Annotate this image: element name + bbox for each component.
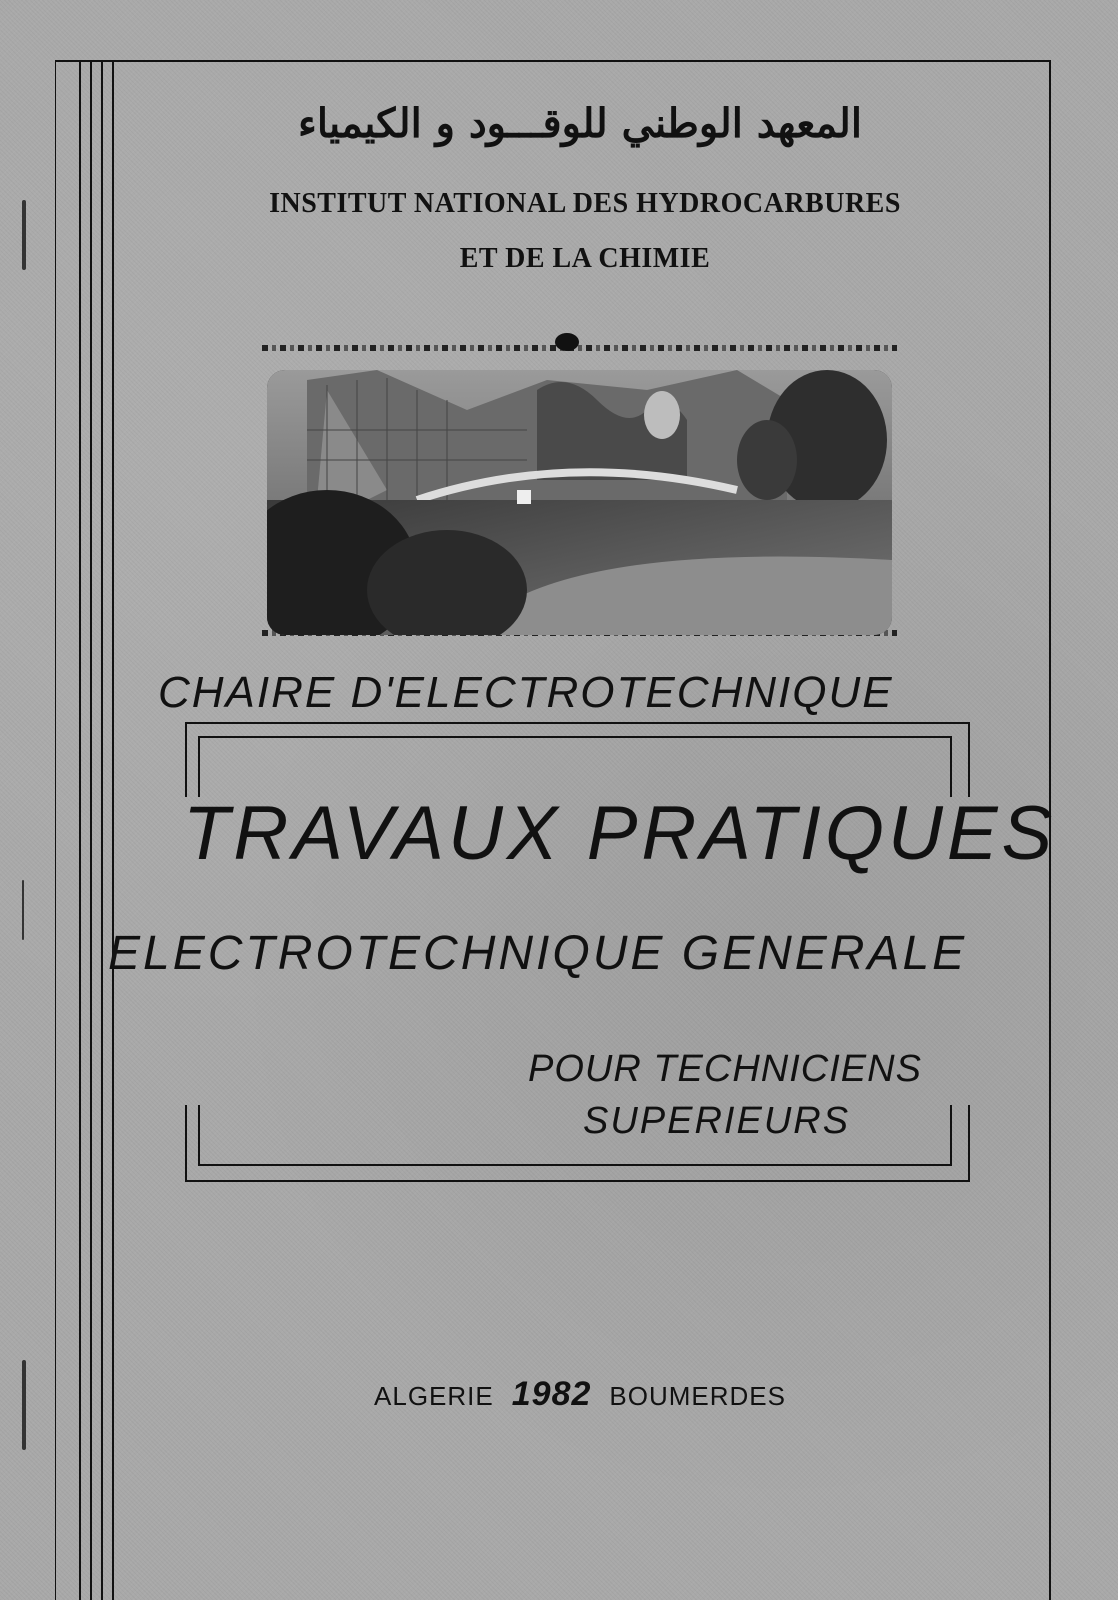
frame-top-line (55, 60, 1051, 62)
title-box-right-outer (968, 722, 970, 797)
title-box-left-inner-bottom (198, 1105, 200, 1165)
binder-mark-top (22, 200, 26, 270)
binder-mark-middle (22, 880, 24, 940)
frame-left-line-2 (90, 60, 92, 1600)
title-box-top-inner (198, 736, 950, 738)
title-box-right-inner-bottom (950, 1105, 952, 1165)
binder-mark-bottom (22, 1360, 26, 1450)
frame-left-line-1 (79, 60, 81, 1600)
title-box-right-inner (950, 736, 952, 797)
footer-year: 1982 (511, 1375, 592, 1413)
subject-title: ELECTROTECHNIQUE GENERALE (108, 927, 968, 980)
footer-city: BOUMERDES (609, 1381, 786, 1411)
audience-line1: POUR TECHNICIENS (528, 1048, 922, 1090)
footer-line (300, 1375, 860, 1414)
institute-name-line2: ET DE LA CHIMIE (459, 243, 711, 274)
chair-title: CHAIRE D'ELECTROTECHNIQUE (158, 668, 894, 717)
title-box-top-outer (185, 722, 970, 724)
institute-building-photo (267, 370, 892, 635)
title-box-left-outer-bottom (185, 1105, 187, 1180)
title-box-left-inner-top (198, 736, 200, 797)
title-box-bottom-outer (185, 1180, 970, 1182)
main-title: TRAVAUX PRATIQUES (183, 791, 1057, 876)
frame-left-line-3 (101, 60, 103, 1600)
arabic-institute-name: المعهد الوطني للوقـــود و الكيمياء (298, 100, 862, 147)
photo-top-rule (262, 345, 897, 351)
title-box-right-outer-bottom (968, 1105, 970, 1180)
footer-country: ALGERIE (374, 1381, 494, 1411)
title-box-left-outer-top (185, 722, 187, 797)
photo-marker (555, 333, 579, 351)
frame-left-line-4 (112, 60, 114, 1600)
frame-left-outer-line (55, 60, 56, 1600)
title-box-bottom-inner (198, 1164, 952, 1166)
institute-name-line1: INSTITUT NATIONAL DES HYDROCARBURES (269, 188, 901, 219)
audience-line2: SUPERIEURS (583, 1100, 851, 1142)
